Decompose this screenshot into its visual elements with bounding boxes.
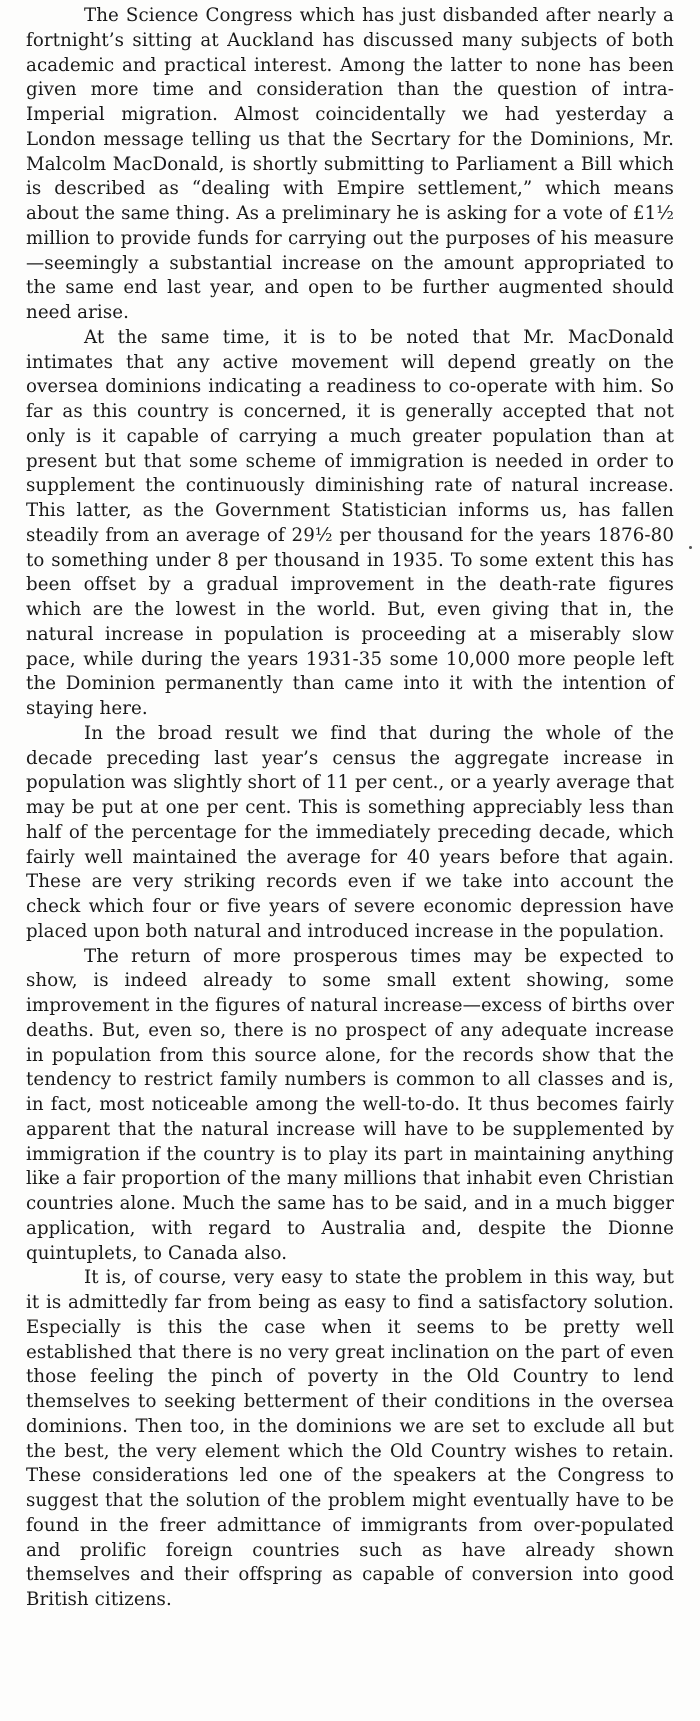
paragraph-1: The Science Congress which has just disbanded after nearly a fortnight’s sitting at Auckland has discussed many subjects of both academic and practical interest. Among the latter to none has been given more time and consideration than the question of intra-Imperial migration. Almost coincidentally we had yesterday a London message telling us that the Secrtary for the Dominions, Mr. Malcolm MacDonald, is shortly submitting to Parliament a Bill which is described as “dealing with Empire settlement,” which means about the same thing. As a preliminary he is asking for a vote of £1½ million to provide funds for carrying out the purposes of his measure—seemingly a substantial increase on the amount appropriated to the same end last year, and open to be further augmented should need arise. [26,5,674,323]
paragraph-3: In the broad result we find that during the whole of the decade preceding last year’s census the aggregate increase in population was slightly short of 11 per cent., or a yearly average that may be put at one per cent. This is something appreciably less than half of the percentage for the immediately preceding decade, which fairly well maintained the average for 40 years before that again. These are very striking records even if we take into account the check which four or five years of severe economic depression have placed upon both natural and introduced increase in the population. [26,722,674,942]
paragraph-4: The return of more prosperous times may be expected to show, is indeed already to some small extent showing, some improvement in the figures of natural increase—excess of births over deaths. But, even so, there is no prospect of any adequate increase in population from this source alone, for the records show that the tendency to restrict family numbers is common to all classes and is, in fact, most noticeable among the well-to-do. It thus becomes fairly apparent that the natural increase will have to be supplemented by immigration if the country is to play its part in maintaining anything like a fair proportion of the many millions that inhabit even Christian countries alone. Much the same has to be said, and in a much bigger application, with regard to Australia and, despite the Dionne quintuplets, to Canada also. [26,945,674,1264]
ink-speck [689,546,692,549]
article-column [26,4,674,1613]
paragraph-2: At the same time, it is to be noted that Mr. MacDonald intimates that any active movement will depend greatly on the oversea dominions indicating a readiness to co-operate with him. So far as this country is concerned, it is generally accepted that not only is it capable of carrying a much greater population than at present but that some scheme of immigration is needed in order to supplement the continuously diminishing rate of natural increase. This latter, as the Government Statistician informs us, has fallen steadily from an average of 29½ per thousand for the years 1876-80 to something under 8 per thousand in 1935. To some extent this has been offset by a gradual improvement in the death-rate figures which are the lowest in the world. But, even giving that in, the natural increase in population is proceeding at a miserably slow pace, while during the years 1931-35 some 10,000 more people left the Dominion permanently than came into it with the intention of staying here. [26,326,674,719]
paragraph-5: It is, of course, very easy to state the problem in this way, but it is admittedly far from being as easy to find a satisfactory solution. Especially is this the case when it seems to be pretty well established that there is no very great inclination on the part of even those feeling the pinch of poverty in the Old Country to lend themselves to seeking betterment of their conditions in the oversea dominions. Then too, in the dominions we are set to exclude all but the best, the very element which the Old Country wishes to retain. These considerations led one of the speakers at the Congress to suggest that the solution of the problem might eventually have to be found in the freer admittance of immigrants from over-populated and prolific foreign countries such as have already shown themselves and their offspring as capable of conversion into good British citizens. [26,1267,674,1610]
